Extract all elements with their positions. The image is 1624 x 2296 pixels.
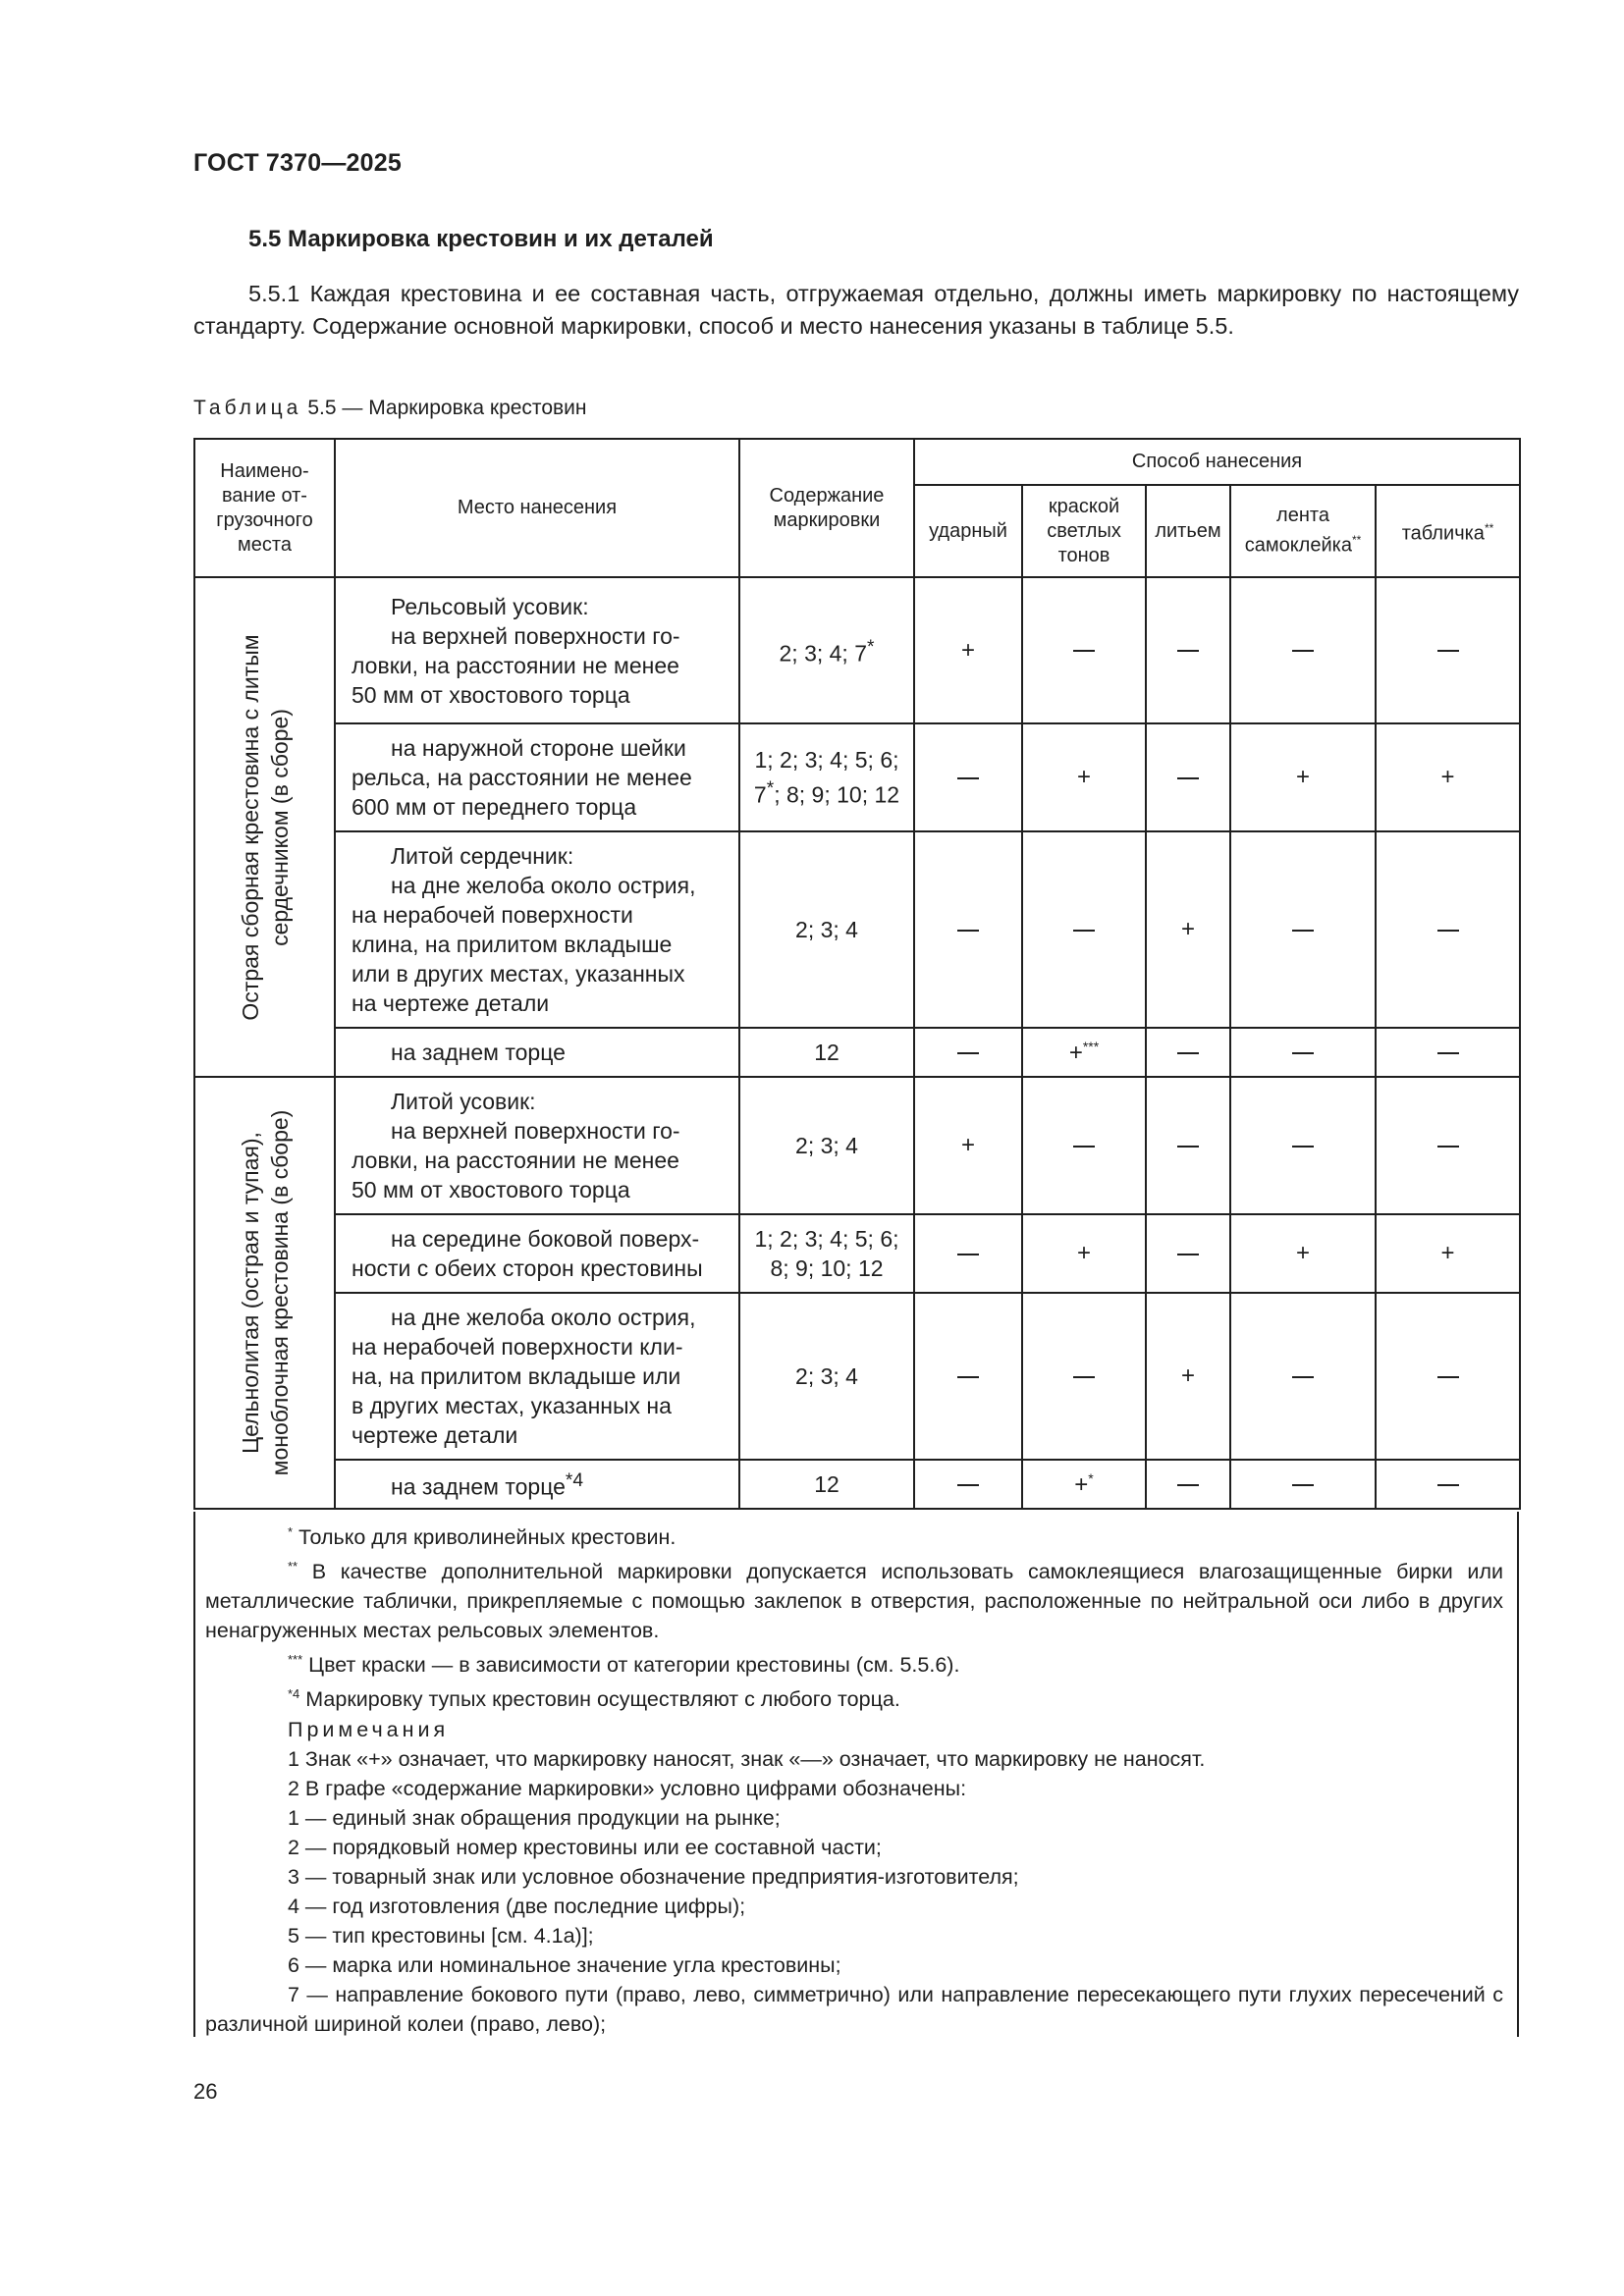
dash-sign [1292, 1484, 1314, 1486]
header-place: Место нанесения [335, 439, 739, 577]
method-mark-2: + [1146, 1293, 1230, 1460]
header-method-line: лента [1276, 505, 1329, 527]
note-item: 5 — тип крестовины [см. 4.1а)]; [288, 1923, 594, 1948]
dash-sign [1073, 650, 1095, 652]
method-mark-3 [1230, 1460, 1376, 1509]
footnote: ** В качестве дополнительной маркировки допускается использовать самоклеящиеся влагозащищенные бирки или металлические таблички, прикрепляемые с помощью заклепок в отверстия, расположенные по нейтральной оси либо в других ненагруженных местах рельсовых элементов. [205, 1559, 1503, 1643]
shipping-unit-name-text [236, 634, 295, 1020]
header-method-line: тонов [1057, 544, 1110, 566]
place-line: на заднем торце$^{*4}$ [391, 1470, 584, 1500]
place-line: в других местах, указанных на [352, 1393, 672, 1418]
table-notes [193, 1512, 1519, 2037]
table-row [194, 577, 1520, 723]
place-line: 600 мм от переднего торца [352, 794, 637, 820]
page-number: 26 [193, 2079, 218, 2104]
marking-place [335, 831, 739, 1028]
header-method-group: Способ нанесения [914, 439, 1520, 485]
method-mark-2: + [1146, 831, 1230, 1028]
table-row [194, 1077, 1520, 1214]
dash-sign [1437, 1376, 1459, 1378]
dash-sign [1177, 650, 1199, 652]
place-line: на нерабочей поверхности [352, 902, 633, 928]
table-caption [193, 397, 586, 420]
place-line: на заднем торце [391, 1040, 566, 1065]
method-mark-1: + [1022, 723, 1146, 831]
place-line: на верхней поверхности го- [391, 622, 680, 649]
header-name-line: Наимено- [220, 459, 309, 482]
header-method-line: табличка** [1401, 520, 1494, 545]
method-mark-2 [1146, 1028, 1230, 1077]
header-content-line: маркировки [773, 508, 881, 531]
content-line: 12 [814, 1471, 839, 1497]
marking-content [739, 831, 914, 1028]
content-line: 2; 3; 4; 7* [779, 636, 875, 667]
dash-sign [1292, 1146, 1314, 1148]
table-caption-text: 5.5 — Маркировка крестовин [307, 397, 587, 419]
shipping-unit-name [194, 577, 335, 1077]
dash-sign [1437, 650, 1459, 652]
dash-sign [1177, 1052, 1199, 1054]
marking-content [739, 577, 914, 723]
method-mark-3: + [1230, 1214, 1376, 1293]
marking-content [739, 1293, 914, 1460]
name-line: сердечником (в сборе) [266, 708, 293, 946]
method-mark-4: + [1376, 1214, 1520, 1293]
dash-sign [957, 930, 979, 932]
dash-sign [1177, 1484, 1199, 1486]
footnote: * Только для криволинейных крестовин. [288, 1524, 677, 1550]
method-mark-4: + [1376, 723, 1520, 831]
dash-sign [1177, 1254, 1199, 1255]
place-line: рельса, на расстоянии не менее [352, 765, 692, 790]
dash-sign [957, 1484, 979, 1486]
dash-sign [957, 777, 979, 779]
shipping-unit-name [194, 1077, 335, 1509]
table-row [194, 1214, 1520, 1293]
method-mark-3 [1230, 1028, 1376, 1077]
marking-place [335, 1028, 739, 1077]
footnote: $^{*4}$ Маркировку тупых крестовин осуществляют с любого торца. [288, 1686, 900, 1712]
content-line: 1; 2; 3; 4; 5; 6; [754, 1226, 899, 1252]
method-mark-3 [1230, 1293, 1376, 1460]
dash-sign [1292, 1052, 1314, 1054]
marking-place [335, 577, 739, 723]
header-method-4 [1376, 485, 1520, 577]
marking-place [335, 1214, 739, 1293]
note-item: 2 — порядковый номер крестовины или ее составной части; [288, 1835, 882, 1859]
method-mark-0: + [914, 577, 1022, 723]
method-mark-0 [914, 831, 1022, 1028]
header-method-line: литьем [1155, 519, 1221, 542]
table-row [194, 1028, 1520, 1077]
method-mark-0 [914, 1214, 1022, 1293]
place-line: на дне желоба около острия, [391, 873, 696, 898]
method-mark-4 [1376, 831, 1520, 1028]
dash-sign [1437, 1052, 1459, 1054]
method-mark-3 [1230, 1077, 1376, 1214]
name-line: моноблочная крестовина (в сборе) [266, 1109, 293, 1476]
method-mark-3 [1230, 831, 1376, 1028]
marking-place [335, 1460, 739, 1509]
method-mark-1 [1022, 577, 1146, 723]
place-line: на чертеже детали [352, 990, 550, 1016]
name-line: Острая сборная крестовина с литым [237, 633, 263, 1021]
dash-sign [957, 1254, 979, 1255]
dash-sign [1292, 650, 1314, 652]
method-mark-2 [1146, 1460, 1230, 1509]
place-line: чертеже детали [352, 1422, 518, 1448]
content-line: 7*; 8; 9; 10; 12 [753, 778, 900, 808]
place-line: на верхней поверхности го- [391, 1118, 680, 1144]
marking-content [739, 1214, 914, 1293]
dash-sign [1437, 1484, 1459, 1486]
header-method-2 [1146, 485, 1230, 577]
section-title: 5.5 Маркировка крестовин и их деталей [248, 226, 714, 252]
method-mark-0 [914, 723, 1022, 831]
method-mark-0: + [914, 1077, 1022, 1214]
name-line: Цельнолитая (острая и тупая), [237, 1132, 263, 1454]
dash-sign [957, 1376, 979, 1378]
content-line: 12 [814, 1040, 839, 1065]
table-caption-prefix: Таблица [193, 397, 302, 419]
place-line: 50 мм от хвостового торца [352, 681, 630, 708]
method-mark-2 [1146, 1077, 1230, 1214]
place-line: ности с обеих сторон крестовины [352, 1255, 703, 1281]
dash-sign [1437, 1146, 1459, 1148]
header-content-line: Содержание [769, 484, 885, 507]
header-name-line: места [238, 533, 292, 556]
content-line: 8; 9; 10; 12 [770, 1255, 884, 1281]
marking-place [335, 1077, 739, 1214]
content-line: 2; 3; 4 [795, 917, 858, 942]
place-line: на наружной стороне шейки [391, 735, 686, 761]
header-method-line: краской [1048, 495, 1120, 517]
dash-sign [1177, 777, 1199, 779]
table-row [194, 831, 1520, 1028]
content-line: 1; 2; 3; 4; 5; 6; [754, 747, 899, 774]
header-method-0 [914, 485, 1022, 577]
section-paragraph: 5.5.1 Каждая крестовина и ее составная часть, отгружаемая отдельно, должны иметь маркировку по настоящему стандарту. Содержание основной маркировки, способ и место нанесения указаны в таблице 5.5. [193, 281, 1519, 339]
method-mark-1: + [1022, 1214, 1146, 1293]
header-name-line: грузочного [216, 508, 313, 531]
header-method-3 [1230, 485, 1376, 577]
marking-table [193, 438, 1521, 1510]
marking-place [335, 1293, 739, 1460]
marking-content [739, 1460, 914, 1509]
place-line: на, на прилитом вкладыше или [352, 1363, 681, 1389]
table-row [194, 723, 1520, 831]
place-line: клина, на прилитом вкладыше [352, 932, 673, 957]
place-line: ловки, на расстоянии не менее [352, 652, 679, 678]
place-line: Литой сердечник: [391, 843, 574, 869]
method-mark-4 [1376, 1293, 1520, 1460]
method-mark-3: + [1230, 723, 1376, 831]
notes-heading: Примечания [288, 1717, 450, 1741]
method-mark-2 [1146, 1214, 1230, 1293]
note-item: 2 В графе «содержание маркировки» условно цифрами обозначены: [288, 1776, 967, 1800]
method-mark-4 [1376, 1028, 1520, 1077]
dash-sign [1292, 1376, 1314, 1378]
place-line: на дне желоба около острия, [391, 1305, 696, 1330]
header-method-line: светлых [1047, 519, 1121, 542]
header-content [739, 439, 914, 577]
dash-sign [1073, 1146, 1095, 1148]
method-mark-1: +*** [1022, 1028, 1146, 1077]
place-line: 50 мм от хвостового торца [352, 1177, 630, 1202]
marking-content [739, 723, 914, 831]
method-mark-0 [914, 1293, 1022, 1460]
method-mark-0 [914, 1028, 1022, 1077]
marking-place [335, 723, 739, 831]
note-item: 7 — направление бокового пути (право, лево, симметрично) или направление пересекающего пути глухих пересечений с различной шириной колеи (право, лево); [205, 1982, 1503, 2036]
marking-content [739, 1077, 914, 1214]
header-method-line: ударный [929, 519, 1007, 542]
marking-content [739, 1028, 914, 1077]
method-mark-1 [1022, 831, 1146, 1028]
header-method-1 [1022, 485, 1146, 577]
header-method-line: самоклейка** [1244, 533, 1362, 557]
note-item: 1 — единый знак обращения продукции на рынке; [288, 1805, 781, 1830]
place-line: на середине боковой поверх- [391, 1226, 700, 1252]
method-mark-4 [1376, 1460, 1520, 1509]
shipping-unit-name-text [236, 1110, 295, 1476]
place-line: Рельсовый усовик: [391, 593, 589, 619]
dash-sign [957, 1052, 979, 1054]
method-mark-3 [1230, 577, 1376, 723]
method-mark-1 [1022, 1077, 1146, 1214]
table-row [194, 1460, 1520, 1509]
note-item: 4 — год изготовления (две последние цифры); [288, 1894, 746, 1918]
place-line: или в других местах, указанных [352, 961, 685, 987]
note-item: 3 — товарный знак или условное обозначение предприятия-изготовителя; [288, 1864, 1019, 1889]
place-line: Литой усовик: [391, 1089, 536, 1114]
dash-sign [1292, 930, 1314, 932]
dash-sign [1073, 1376, 1095, 1378]
note-item: 6 — марка или номинальное значение угла крестовины; [288, 1952, 841, 1977]
content-line: 2; 3; 4 [795, 1363, 858, 1389]
dash-sign [1073, 930, 1095, 932]
method-mark-1: +* [1022, 1460, 1146, 1509]
method-mark-4 [1376, 1077, 1520, 1214]
method-mark-0 [914, 1460, 1022, 1509]
place-line: на нерабочей поверхности кли- [352, 1334, 683, 1360]
table-row [194, 1293, 1520, 1460]
method-mark-1 [1022, 1293, 1146, 1460]
footnote: *** Цвет краски — в зависимости от категории крестовины (см. 5.5.6). [288, 1652, 960, 1678]
method-mark-2 [1146, 577, 1230, 723]
method-mark-2 [1146, 723, 1230, 831]
note-item: 1 Знак «+» означает, что маркировку наносят, знак «—» означает, что маркировку не наносят. [288, 1746, 1206, 1771]
dash-sign [1437, 930, 1459, 932]
header-name-line: вание от- [222, 484, 307, 507]
content-line: 2; 3; 4 [795, 1133, 858, 1158]
method-mark-4 [1376, 577, 1520, 723]
header-shipping-unit-name [194, 439, 335, 577]
document-code: ГОСТ 7370—2025 [193, 149, 402, 177]
dash-sign [1177, 1146, 1199, 1148]
place-line: ловки, на расстоянии не менее [352, 1148, 679, 1173]
